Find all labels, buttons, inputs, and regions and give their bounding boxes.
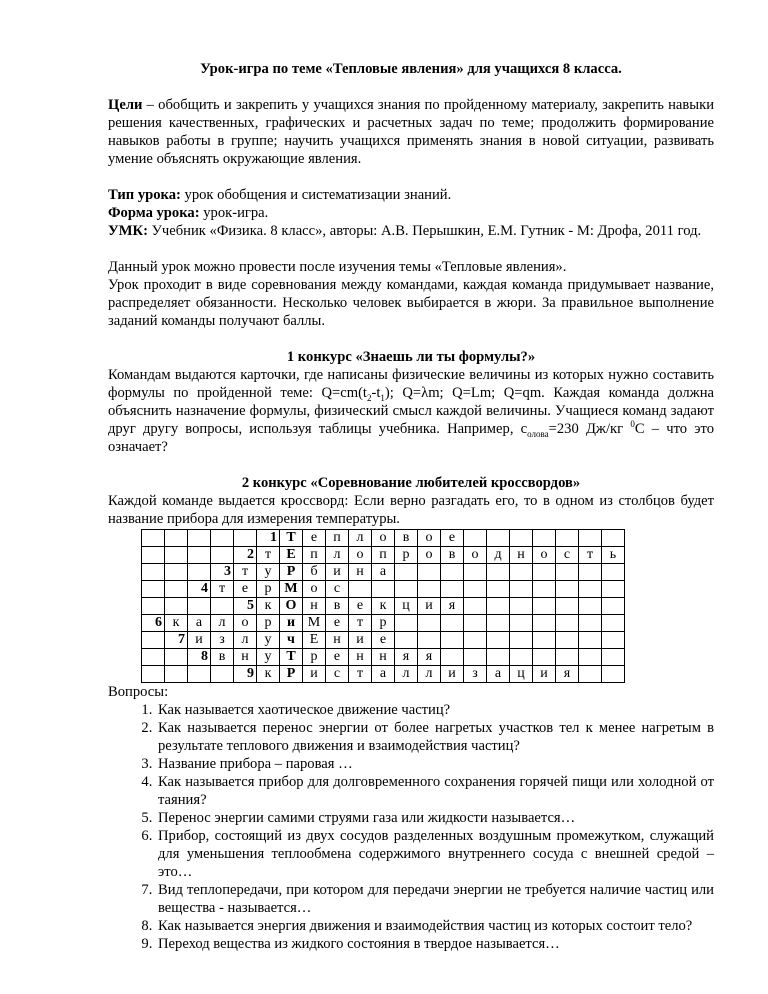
crossword-cell: н [303,598,326,615]
crossword-row [142,564,625,581]
crossword-cell: р [257,615,280,632]
crossword-cell [533,530,556,547]
umk-label: УМК: [108,223,148,239]
question-item: 3. Название прибора – паровая … [156,755,714,773]
crossword-row [142,581,625,598]
crossword-row [142,547,625,564]
crossword-cell: 8 [188,649,211,666]
crossword-cell [510,632,533,649]
crossword-cell: в [211,649,234,666]
crossword-cell: л [234,632,257,649]
crossword-cell: е [326,615,349,632]
crossword-cell: п [372,547,395,564]
crossword-cell [602,632,625,649]
crossword-cell [510,615,533,632]
crossword-cell [349,581,372,598]
crossword-row [142,530,625,547]
crossword-cell: я [418,649,441,666]
crossword-cell [142,581,165,598]
crossword-cell [487,649,510,666]
question-item: 5. Перенос энергии самими струями газа или жидкости называется… [156,809,714,827]
crossword-cell: б [303,564,326,581]
crossword-cell: а [372,666,395,683]
crossword-cell [579,649,602,666]
crossword-cell [188,666,211,683]
crossword-cell [142,632,165,649]
crossword-cell: л [326,547,349,564]
crossword-cell: т [349,666,372,683]
crossword-cell [510,581,533,598]
contest1-heading: 1 конкурс «Знаешь ли ты формулы?» [286,349,536,365]
crossword-cell [510,564,533,581]
crossword-cell [188,530,211,547]
crossword-cell [510,649,533,666]
crossword-cell [418,564,441,581]
crossword-cell [211,598,234,615]
crossword-cell: д [487,547,510,564]
crossword-cell: ц [395,598,418,615]
crossword-cell: о [533,547,556,564]
crossword-cell: 6 [142,615,165,632]
crossword-cell [188,598,211,615]
crossword-cell: а [487,666,510,683]
crossword-cell: е [326,649,349,666]
questions-label: Вопросы: [108,684,169,700]
crossword-cell [418,632,441,649]
crossword-cell [533,598,556,615]
crossword-cell [556,598,579,615]
crossword-cell: е [303,530,326,547]
questions-list [108,701,714,953]
crossword-cell [395,581,418,598]
crossword-cell [556,581,579,598]
crossword-cell: н [510,547,533,564]
crossword-cell [579,581,602,598]
question-item: 6. Прибор, состоящий из двух сосудов разделенных воздушным промежутком, служащий для уменьшения теплообмена содержимого внутреннего сосуда с внешней средой – это… [156,827,714,881]
crossword-cell [418,581,441,598]
crossword-cell: т [579,547,602,564]
crossword-cell [533,649,556,666]
crossword-cell: н [326,632,349,649]
question-item: 8. Как называется энергия движения и взаимодействия частиц из которых состоит тело? [156,917,714,935]
crossword-cell [441,564,464,581]
crossword-cell [165,649,188,666]
crossword-cell [464,615,487,632]
crossword-cell [602,530,625,547]
lesson-form-text: урок-игра. [199,205,269,221]
document-title: Урок-игра по теме «Тепловые явления» для учащихся 8 класса. [200,61,622,77]
crossword-cell: о [464,547,487,564]
crossword-cell: с [556,547,579,564]
crossword-cell: о [372,530,395,547]
crossword-cell: и [303,666,326,683]
crossword-cell: ь [602,547,625,564]
crossword-cell: Т [280,649,303,666]
crossword-cell: н [234,649,257,666]
crossword-cell: к [257,598,280,615]
crossword-cell: т [211,581,234,598]
crossword-cell [372,581,395,598]
crossword-cell [602,666,625,683]
crossword-cell [510,530,533,547]
crossword-cell [165,564,188,581]
crossword-cell: 5 [234,598,257,615]
crossword-cell [142,530,165,547]
crossword-cell [211,547,234,564]
crossword-cell [142,649,165,666]
crossword-cell: и [280,615,303,632]
question-item: 1. Как называется хаотическое движение частиц? [156,701,714,719]
crossword-cell: с [326,581,349,598]
crossword-cell: л [349,530,372,547]
crossword-cell: о [349,547,372,564]
crossword-cell [487,598,510,615]
crossword-row [142,649,625,666]
crossword-cell [556,530,579,547]
crossword-cell [464,598,487,615]
umk-text: Учебник «Физика. 8 класс», авторы: А.В. Перышкин, Е.М. Гутник - М: Дрофа, 2011 год. [147,223,702,239]
crossword-cell [579,632,602,649]
contest1-text: Командам выдаются карточки, где написаны физические величины из которых нужно составить формулы по пройденной теме: $Q=cm(t_2-t_1)$; Q=λm; Q=Lm; Q=qm. Каждая команда должна объяснить назначение формулы, физический смысл каждой величины. Учащиеся команд задают друг другу вопросы, используя таблицы учебника. Например, $с_{олова}=230$ Дж/кг $^0$С – что это означает? [108,367,715,455]
crossword-cell [533,564,556,581]
crossword-cell [234,530,257,547]
crossword-cell [441,649,464,666]
crossword-row [142,632,625,649]
crossword-cell [395,564,418,581]
goals-paragraph [108,96,714,168]
crossword-cell: Е [280,547,303,564]
crossword-cell: з [211,632,234,649]
crossword-cell [602,598,625,615]
crossword-cell: о [234,615,257,632]
crossword-cell: у [257,564,280,581]
crossword-cell: п [303,547,326,564]
crossword-cell: у [257,632,280,649]
crossword-cell [464,581,487,598]
crossword-cell: я [395,649,418,666]
crossword-cell [165,598,188,615]
crossword-cell: о [418,530,441,547]
lesson-type [108,186,714,204]
crossword-cell: р [303,649,326,666]
lesson-type-text: урок обобщения и систематизации знаний. [180,187,452,203]
question-item: 2. Как называется перенос энергии от более нагретых участков тел к менее нагретым в результате теплового движения и взаимодействия частиц? [156,719,714,755]
crossword-cell [211,666,234,683]
crossword-cell [533,581,556,598]
crossword-cell [602,581,625,598]
document-page [108,60,714,953]
crossword-cell [464,632,487,649]
crossword-cell: в [395,530,418,547]
crossword-cell [487,632,510,649]
crossword-row [142,615,625,632]
question-item: 9. Переход вещества из жидкого состояния в твердое называется… [156,935,714,953]
goals-label: Цели [108,97,143,113]
crossword-cell: я [441,598,464,615]
crossword-cell: а [372,564,395,581]
crossword-cell: к [372,598,395,615]
crossword-cell [487,564,510,581]
crossword-cell [579,564,602,581]
crossword-cell: 3 [211,564,234,581]
crossword-cell [533,632,556,649]
crossword-cell: я [556,666,579,683]
crossword-cell [556,615,579,632]
intro-line-1: Данный урок можно провести после изучения темы «Тепловые явления». [108,259,567,275]
crossword-cell: 4 [188,581,211,598]
crossword-cell: о [303,581,326,598]
crossword-cell: О [280,598,303,615]
crossword-cell [487,530,510,547]
crossword-cell: 9 [234,666,257,683]
crossword-cell [602,564,625,581]
crossword-cell: т [234,564,257,581]
crossword-cell: и [441,666,464,683]
crossword-cell [602,615,625,632]
crossword-cell [188,547,211,564]
goals-text: – обобщить и закрепить у учащихся знания по пройденному материалу, закрепить навыки решения качественных, графических и расчетных задач по теме; продолжить формирование навыков работы в группе; научить учащихся применять знания в новой ситуации, развивать умение объяснять окружающие явления. [108,97,714,167]
crossword-cell: р [257,581,280,598]
crossword-cell: ч [280,632,303,649]
crossword-cell: к [165,615,188,632]
crossword-cell [464,530,487,547]
crossword-cell: р [372,615,395,632]
crossword-cell: Е [303,632,326,649]
crossword-cell [441,581,464,598]
crossword-cell: р [395,547,418,564]
crossword-cell [441,615,464,632]
crossword-row [142,598,625,615]
crossword-cell [142,666,165,683]
crossword-cell: в [441,547,464,564]
crossword-cell: и [188,632,211,649]
crossword-cell: 2 [234,547,257,564]
crossword-cell: и [533,666,556,683]
lesson-type-label: Тип урока: [108,187,181,203]
crossword-cell [395,632,418,649]
crossword-cell [165,581,188,598]
crossword-cell: л [211,615,234,632]
crossword-cell [556,632,579,649]
crossword-cell: Т [280,530,303,547]
crossword-cell [142,598,165,615]
crossword-cell [556,649,579,666]
lesson-form-label: Форма урока: [108,205,200,221]
crossword-cell: 1 [257,530,280,547]
contest2-text: Каждой команде выдается кроссворд: Если верно разгадать его, то в одном из столбцов будет название прибора для измерения температуры. [108,493,714,527]
crossword-cell: М [280,581,303,598]
crossword-cell [579,666,602,683]
crossword-cell: з [464,666,487,683]
crossword-cell: к [257,666,280,683]
crossword-cell: и [349,632,372,649]
crossword-cell [602,649,625,666]
crossword-cell [165,530,188,547]
crossword-cell: Р [280,666,303,683]
crossword-cell: а [188,615,211,632]
lesson-form [108,204,714,222]
crossword-cell: у [257,649,280,666]
crossword-cell [165,547,188,564]
contest2-heading: 2 конкурс «Соревнование любителей кроссвордов» [241,475,581,491]
crossword-cell [441,632,464,649]
intro-line-2: Урок проходит в виде соревнования между командами, каждая команда придумывает название, распределяет обязанности. Несколько человек выбирается в жюри. За правильное выполнение заданий команды получают баллы. [108,277,714,329]
crossword-cell: е [441,530,464,547]
crossword-cell: н [349,649,372,666]
crossword-cell [579,530,602,547]
crossword-cell [579,598,602,615]
question-item: 4. Как называется прибор для долговременного сохранения горячей пищи или холодной от таяния? [156,773,714,809]
crossword-cell: и [326,564,349,581]
crossword-row [142,666,625,683]
crossword-cell: о [418,547,441,564]
crossword-cell: е [349,598,372,615]
crossword-cell [487,615,510,632]
crossword-cell: М [303,615,326,632]
crossword-cell [487,581,510,598]
crossword-cell: т [349,615,372,632]
crossword-grid [141,529,625,683]
question-item: 7. Вид теплопередачи, при котором для передачи энергии не требуется наличие частиц или вещества - называется… [156,881,714,917]
crossword-cell: е [234,581,257,598]
crossword-cell: н [372,649,395,666]
crossword-cell [395,615,418,632]
crossword-cell: н [349,564,372,581]
crossword-cell [211,530,234,547]
crossword-cell: в [326,598,349,615]
crossword-cell: ц [510,666,533,683]
crossword-cell [165,666,188,683]
crossword-cell: л [418,666,441,683]
umk [108,222,714,240]
crossword-cell: п [326,530,349,547]
crossword-cell [142,547,165,564]
crossword-cell: л [395,666,418,683]
crossword-cell [464,649,487,666]
crossword-cell [579,615,602,632]
crossword-cell [510,598,533,615]
crossword-cell [142,564,165,581]
crossword-cell: и [418,598,441,615]
crossword-cell [556,564,579,581]
crossword-cell [418,615,441,632]
crossword-cell: т [257,547,280,564]
crossword-cell [533,615,556,632]
crossword-cell: 7 [165,632,188,649]
crossword-cell: с [326,666,349,683]
crossword-cell [464,564,487,581]
crossword-cell: Р [280,564,303,581]
crossword-cell: е [372,632,395,649]
crossword-cell [188,564,211,581]
